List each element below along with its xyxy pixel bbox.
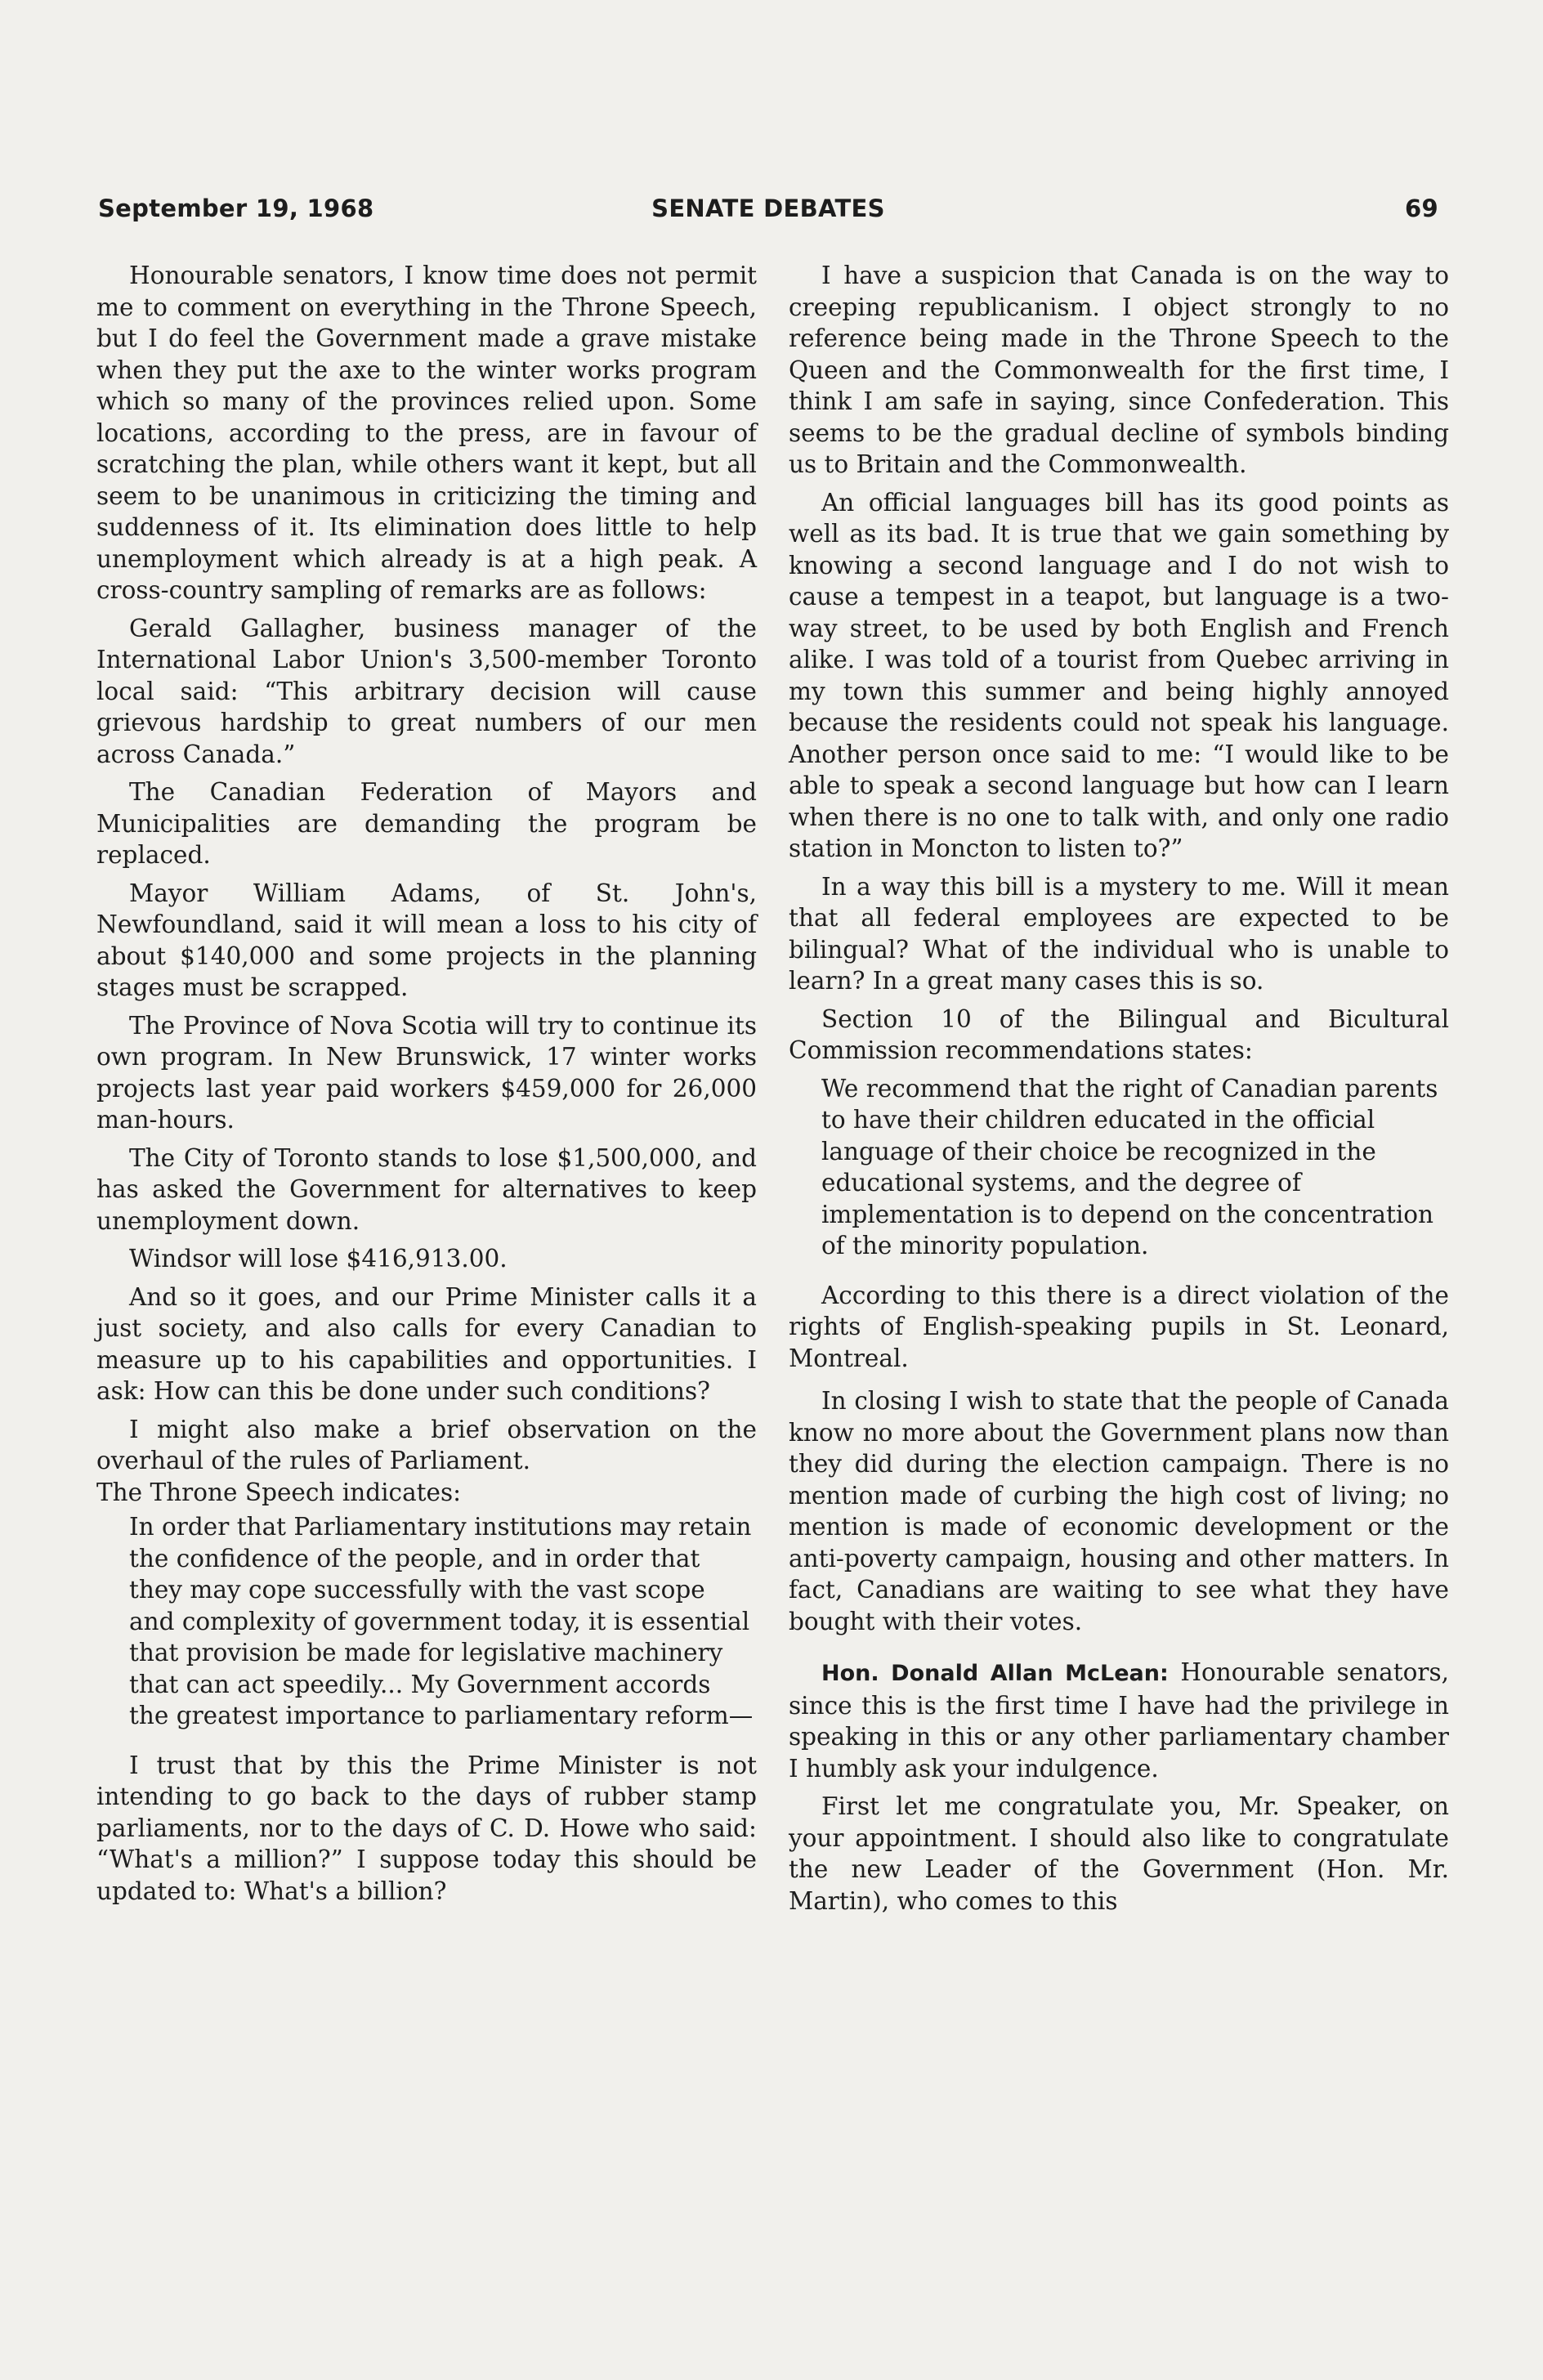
paragraph: In closing I wish to state that the people of Canada know no more about the Government plans now than they did during the election campaign. There is no mention made of curbing the high cost of living; no mention is made of economic development or the anti-poverty campaign, housing and other matters. In fact, Canadians are waiting to see what they have bought with their votes. [789, 1387, 1449, 1635]
paragraph: In a way this bill is a mystery to me. Will it mean that all federal employees are expected to be bilingual? What of the individual who is unable to learn? In a great many cases this is so. [789, 872, 1449, 995]
paragraph: Gerald Gallagher, business manager of the International Labor Union's 3,500-member Toronto local said: “This arbitrary decision will cause grievous hardship to great numbers of our men across Canada.” [96, 614, 757, 768]
paragraph: I might also make a brief observation on the overhaul of the rules of Parliament. [96, 1415, 757, 1474]
quote-text: We recommend that the right of Canadian parents to have their children educated in the official language of their choice be recognized in the educational systems, and the degree of implementation is to depend on the concentration of the minority population. [821, 1074, 1438, 1259]
paragraph: Windsor will lose $416,913.00. [129, 1245, 508, 1273]
paragraph: Honourable senators, I know time does not permit me to comment on everything in the Throne Speech, but I do feel the Government made a grave mistake when they put the axe to the winter works program which so many of the provinces relied upon. Some locations, according to the press, are in favour of scratching the plan, while others want it kept, but all seem to be unanimous in criticizing the timing and suddenness of it. Its elimination does little to help unemployment which already is at a high peak. A cross-country sampling of remarks are as follows: [96, 262, 757, 604]
paragraph: First let me congratulate you, Mr. Speaker, on your appointment. I should also like to congratulate the new Leader of the Government (Hon. Mr. Martin), who comes to this [789, 1792, 1449, 1915]
paragraph: The Canadian Federation of Mayors and Municipalities are demanding the program be replaced. [96, 778, 757, 869]
right-column [789, 260, 1449, 1923]
quote-text: In order that Parliamentary institutions may retain the confidence of the people, and in order that they may cope successfully with the vast scope and complexity of government today, it is essential that provision be made for legislative machinery that can act speedily... My Government accords the greatest importance to parliamentary reform— [129, 1513, 754, 1729]
paragraph: Mayor William Adams, of St. John's, Newfoundland, said it will mean a loss to his city of about $140,000 and some projects in the planning stages must be scrapped. [96, 879, 757, 1001]
left-column [96, 260, 757, 1913]
speaker-name: Hon. Donald Allan McLean: [821, 1661, 1169, 1686]
block-quote [96, 1511, 757, 1732]
paragraph: I trust that by this the Prime Minister is not intending to go back to the days of rubber stamp parliaments, nor to the days of C. D. Howe who said: “What's a million?” I suppose today this should be updated to: What's a billion? [96, 1751, 757, 1905]
paragraph: Section 10 of the Bilingual and Bicultural Commission recommendations states: [789, 1004, 1449, 1064]
paragraph: An official languages bill has its good points as well as its bad. It is true that we gain something by knowing a second language and I do not wish to cause a tempest in a teapot, but language is a two-way street, to be used by both English and French alike. I was told of a tourist from Quebec arriving in my town this summer and being highly annoyed because the residents could not speak his language. Another person once said to me: “I would like to be able to speak a second language but how can I learn when there is no one to talk with, and only one radio station in Moncton to listen to?” [789, 488, 1449, 862]
paragraph: I have a suspicion that Canada is on the way to creeping republicanism. I object strongly to no reference being made in the Throne Speech to the Queen and the Commonwealth for the first time, I think I am safe in saying, since Confederation. This seems to be the gradual decline of symbols binding us to Britain and the Commonwealth. [789, 262, 1449, 478]
page-header [98, 195, 1438, 235]
paragraph: The City of Toronto stands to lose $1,500,000, and has asked the Government for alternatives to keep unemployment down. [96, 1143, 757, 1235]
header-title: SENATE DEBATES [651, 195, 885, 222]
paragraph: And so it goes, and our Prime Minister calls it a just society, and also calls for every Canadian to measure up to his capabilities and opportunities. I ask: How can this be done under such conditions? [96, 1282, 757, 1405]
block-quote [789, 1073, 1449, 1262]
page-number: 69 [1405, 195, 1438, 222]
speech-text: Honourable senators, since this is the first time I have had the privilege in speaking in this or any other parliamentary chamber I humbly ask your indulgence. [789, 1658, 1449, 1783]
speaker-paragraph [789, 1657, 1449, 1784]
header-date: September 19, 1968 [98, 195, 374, 222]
paragraph: The Province of Nova Scotia will try to continue its own program. In New Brunswick, 17 winter works projects last year paid workers $459,000 for 26,000 man-hours. [96, 1011, 757, 1134]
paragraph: According to this there is a direct violation of the rights of English-speaking pupils in St. Leonard, Montreal. [789, 1281, 1449, 1372]
paragraph: The Throne Speech indicates: [96, 1478, 462, 1506]
